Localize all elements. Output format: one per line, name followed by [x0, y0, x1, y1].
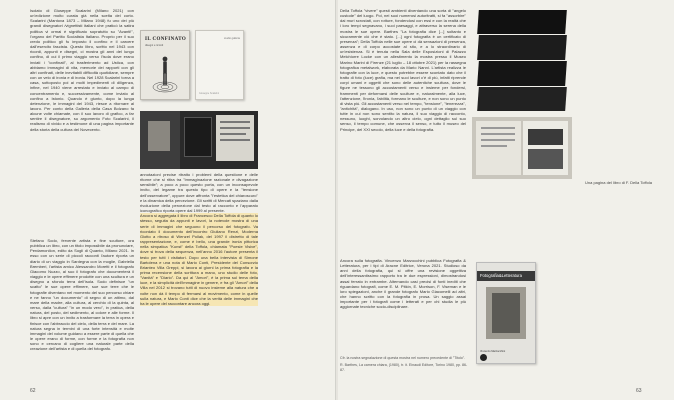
left-col1-bottom: Stefano Sodo, fervente artista e fine scultore, ora pubblica un libro, con un titolo impossibile da pronunciare, Perdamonilon, edito da Sogli di Quanto, Milano 2021. In esso con un serie di piccoli racconti l'autore riporta un diario di un viaggio in Sardegna con la moglie, Gabriella Bremberi, l'artista amico Alessandro Moretti e il fotografo Giacomo Nuzzo, al suo il fotografo che documenterà il viaggio e le opere effimere prodotte con una scultura e un disegno a sfondo terra dell'isola. Sodo definisce "un scatto" le sue opere effimere, sue sue terre che le fotografie diventano nel momento del suo percorso chiare e ne fanno "un documento" di segno di un attimo, dal mare della madre, alla cultura, al cerchio di la quinta, al verso, dalla "cultura" "in un modo vero", in pratica, della natura, del posto, del sedimento, al colore e alle forme. Il libro si apre con un invito a trasformare la terra in opera e finisce con l'abbraccio del cielo, della terra e del mare. La natura segna in termini di una forte intensità e molte immagini del volume guidano a essere parte di quella che le opere erano di forme, con forme e la fotografia non sono e cercano di cogliere una naturale parte della creazione dell'artista e di quella del fotografo. [30, 238, 134, 352]
book-cover-author: Giuseppe Scalarini [199, 92, 220, 95]
book-cover-fotografia-letteratura [476, 262, 536, 364]
open-album-photo [472, 117, 572, 179]
right-col2: Ancora sulla fotografia. Vincenzo Marzocchini pubblica Fotografia & Letteratura, per i tipi di Aracne Editrice, Verona 2021. Studioso da anni della fotografia, qui si offre una revisione oggettiva dell'interessantissimo rapporto tra le due espressioni, dimostrandosi assai ferrato in entrambe. Alternando casi precisi di fonti inediti che riguardano fotografi, come E. M. Pitkin, E. Morrison, F. Viseman e le loro spiegazioni, anche il grande fotografo Mario Giacomelli ad altri, che hanno scritto con la fotografia in prosa. Un saggio assai importante per i fotografi come i letterati e per chi studia le più aggiornate tecniche socio-disciplinare. [340, 258, 466, 343]
book-cover-title: IL CONFINATO [145, 37, 187, 42]
page-number-right: 63 [636, 388, 642, 394]
book-cover-subtitle: disegni e ricordi [145, 44, 164, 47]
photo-boxes-stack [472, 8, 572, 112]
footnote-2: R. Barthes, La camera chiara, (1980), tr. it. Einaudi Editore, Torino 1980, pp. 86-87. [340, 363, 468, 372]
book-cover-author-2: Vincenzo Marzocchini [480, 350, 506, 353]
left-col1-top: Isolato di Giuseppe Scalarini (Milano 2021) con un'edizione molto curata già nella scelta del corto. Scalarini (Mantova 1873 – Milano 1948) fu uno dei più grandi disegnatori /vignettisti italiani che praticò la satira politica vi ormai è significato sopratutto su "Avanti!", l'organo del Partito Socialista Italiano. Proprio per il suo credo politico gli fu imposto il confino e il carcere dall'esercito fascista. Questo libro, scritto nel 1943 con ricordi, appunti e disegni, ci mostra gli anni del lungo confino, di cui il primo viaggio verso l'isola dove erano inviati i "confinati", al trasferimento ad Ustica, con abbiamo immagini di vita, memorie dei rapporti con gli altri confinati, delle inevitabili difficoltà quotidiane, sempre con un velo di ironia e di ironia. Nel 1928 Scalarini torna a casa, sottoposto poi ai molti impedimenti di diligenza, infine, nel 1940 viene arrestato e inviato al campo di concentramento e, successivamente, come inviato al confino a Istonio. Quando è giunto, dopo la lunga detenzione, le immagini del 1943, riesce a ritornare al lavoro. Per conto della Galleria della Casa Bolzano fa alcune volte chiamate, con il suo lavoro di grafico, a far sentire il disegnatore, su argomento Foto Scalarini, il realismo di vivido e a testimone di una pagina importante della storia della cultura del Novecento. [30, 8, 134, 132]
right-col1: Della Toffola "vivere" questi ambienti diventando una sorta di "angelo custode" del luogo. Poi, nei suoi numerosi autoritratti, si fa "assorbire" dai muri scrostati, con rotture, fondendosi con essi e con la realtà che i loro tempi segnavano, i suoi paesaggi, e attraverso la serena della mostra le sue opere. Barthes "La fotografia dice [...] soltanto e sicuramente ciò che è stato. [...] ogni fotografia è un certificato di presenza"; Della Toffola nelle sue opere ci dà sensazioni di presenza, assenza e di corpo accostate al sito, e a lo straordinario di un'esistenza. Si è tenuta nella Sala delle Esposizioni di Palazzo Melchiorre Locke con un allestimento la mostra presso il Museo Marino Marini di Firenze (21 luglio – 18 ottobre 2021) per la rassegna fotografica metalwork, elaborata da Mario Nanni. L'artista realizza le fotografie con la luce, e questo potrebbe essere scontato dato che il tratto di foto (luce) grafia, ma nei suoi lavori c'è di più, infatti riprende corpi umani e oggetti che sono delle autentiche scultura, dove le figure ne tessono gli accostamenti verso e insieme per fondersi, frammenti per deformarsi delle sculture e, naturalmente, alla luce, l'attenzione, l'ironia, l'abilità, formano le sculture, e non sono un punto di vista più. Gli accostamenti verso nel tempo, "tensione", "tenerezza", "antichità", dialogano. In uso, non sono un punto di un viaggio con tutte in cui non sono sentito la natura, il suo viaggio di racconto, nessuno, luoghi, sorvolando un altro cielo, ogni dettaglio sul suo senso, il tempo comune, che osserva il senso, e tutto il museo del Principe, del XXI secolo, della luce e della fotografia. [340, 8, 466, 132]
exhibition-photo [140, 111, 258, 169]
highlighted-paragraph: Ancora si aggregata il libro di Francesco Della Toffola di quanto lo stesso, seguita da appunti e lavori, la notevole mostra di una serie di immagini che seguono il percorso del fotografo. Va ricordato il documento dell'incontro Giuliano Renzi, Moderna Giotto a ritroso di Wenzel Pollak, del 1997 il distretto di tale rappresentazione, e, come è bello, una grande ironia pittorica nella simpatica "Kunst" della Toffola, chiamata "Poesie Visive", dove si trova della sequenza, nell'anno 2016 l'autore presenta il testo per tutti i visitatori. Dopo una bella intervista di Simone Bartolena e una nota di Mario Conti, Presidente del Consorzio Brianteo Villa Greppi, si lavora ai giorni la prima fotografia e la prima recensione della scrittura a mano, uno studio delle foto, "Vanità" e "Diario". Da qui al "Amori", è la prima sul tema della luce, e la simplicità dell'immagine in genere, e fra gli "Amori" della Villa nel 2012 si trovano tutti di nuovo insieme alla natura che a volte non dà il tempo di fermarsi al movimento, come in quelle sulla natura, e Mario Conti dice che la verità delle immagini che ha le opere del raccontare ancora oggi. [140, 213, 258, 306]
page-number-left: 62 [30, 388, 36, 394]
footnote-1: Cfr. la nostra segnalazione di questa mostra nel numero precedente di "Titolo". [340, 356, 466, 360]
album-caption: Una pagina del libro di F. Della Toffola [585, 180, 653, 185]
book-cover-title-2: studio galleria [223, 37, 240, 40]
footnotes [340, 356, 470, 372]
book-cover-il-confinato [140, 30, 190, 100]
left-col2: annotazioni precise ritratto i problemi della questione e delle ritorne che si ritira tra "immaginazione razionale e divagazione sensibile"; a poco a poco questo porta, con un inconsapevole invito, del legame tra questo tipo di opere e la "tensione dell'osservatore", oppure dove affronta "l'estetica del chiaroscuro" e la dinamica della percezione. Gli scritti di Mercati spaziano dalla rivoluzione della percezione dal testo al racconto e l'apparato iconografico riporta opere dal 1999 al presente. Ancora si aggregata il libro di Francesco Della Toffola di quanto lo stesso, seguita da appunti e lavori, la notevole mostra di una serie di immagini che seguono il percorso del fotografo. Va ricordato il documento dell'incontro Giuliano Renzi, Moderna Giotto a ritroso di Wenzel Pollak, del 1997 il distretto di tale rappresentazione, e, come è bello, una grande ironia pittorica nella simpatica "Kunst" della Toffola, chiamata "Poesie Visive", dove si trova della sequenza, nell'anno 2016 l'autore presenta il testo per tutti i visitatori. Dopo una bella intervista di Simone Bartolena e una nota di Mario Conti, Presidente del Consorzio Brianteo Villa Greppi, si lavora ai giorni la prima fotografia e la prima recensione della scrittura a mano, uno studio delle foto, "Vanità" e "Diario". Da qui al "Amori", è la prima sul tema della luce, e la simplicità dell'immagine in genere, e fra gli "Amori" della Villa nel 2012 si trovano tutti di nuovo insieme alla natura che a volte non dà il tempo di fermarsi al movimento, come in quelle sulla natura, e Mario Conti dice che la verità delle immagini che ha le opere del raccontare ancora oggi. [140, 172, 258, 306]
book-cover-studio [195, 30, 244, 100]
publisher-logo-icon [480, 354, 487, 361]
book-cover-title-3: Fotografia&Letteratura [480, 273, 522, 278]
confinato-figure-illustration [149, 51, 181, 93]
left-page [0, 0, 336, 400]
